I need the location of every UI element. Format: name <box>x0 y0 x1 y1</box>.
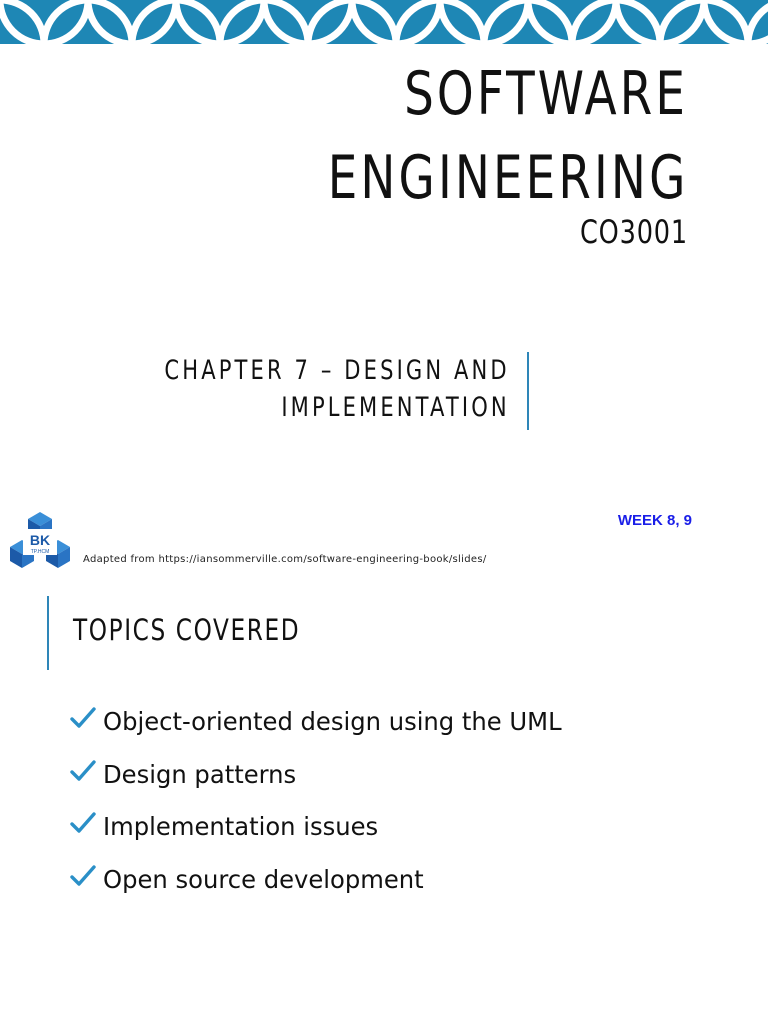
chapter-subtitle <box>165 352 510 426</box>
chapter-line-2: IMPLEMENTATION <box>281 392 510 423</box>
logo-text: BK <box>29 532 51 548</box>
logo-subtext: TP.HCM <box>30 549 50 555</box>
chapter-accent-bar <box>527 352 529 430</box>
university-logo <box>8 510 72 574</box>
decorative-banner <box>0 0 768 44</box>
list-item <box>70 757 576 810</box>
source-attribution: Adapted from https://iansommerville.com/software-engineering-book/slides/ <box>83 554 487 565</box>
check-icon <box>70 759 96 783</box>
check-icon <box>70 864 96 888</box>
topics-heading: TOPICS COVERED <box>73 613 301 647</box>
topic-text: Implementation issues <box>103 812 379 841</box>
section-accent-bar <box>47 596 49 670</box>
check-icon <box>70 811 96 835</box>
list-item <box>70 862 576 915</box>
course-code: CO3001 <box>580 213 688 251</box>
topic-text: Design patterns <box>103 759 297 789</box>
list-item <box>70 704 576 757</box>
chapter-line-1: CHAPTER 7 – DESIGN AND <box>164 355 510 386</box>
topic-text: Open source development <box>103 864 424 894</box>
week-label: WEEK 8, 9 <box>617 512 692 529</box>
list-item <box>70 809 576 862</box>
topics-list <box>70 704 576 914</box>
slide-title-line-1: SOFTWARE <box>403 59 688 129</box>
topic-text: Object-oriented design using the UML <box>103 707 562 736</box>
slide-title-line-2: ENGINEERING <box>327 143 688 213</box>
check-icon <box>70 706 96 730</box>
